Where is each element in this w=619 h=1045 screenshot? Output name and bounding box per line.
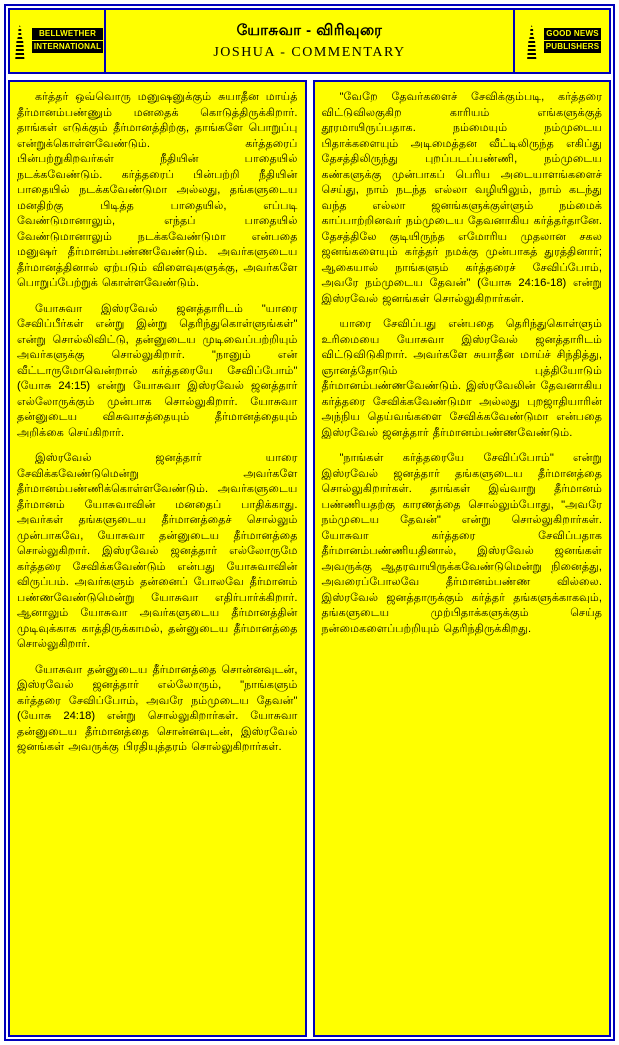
right-logo-line1: GOOD NEWS <box>544 28 602 40</box>
title-english: JOSHUA - COMMENTARY <box>213 44 406 60</box>
body-columns <box>8 80 611 1037</box>
publisher-logo-left <box>10 10 106 72</box>
paragraph: இஸ்ரவேல் ஜனத்தார் யாரை சேவிக்கவேண்டுமென்று அவர்களே தீர்மானம்பண்ணிக்கொள்ளவேண்டும். அவர்களுடைய தீர்மானம் யோசுவாவின் மனதைப் பாதிக்காது. அவர்கள் தங்களுடைய தீர்மானத்தைச் சொல்லும் முன்பாகவே, யோசுவா தன்னுடைய தீர்மானத்தை சொல்லுகிறார். இஸ்ரவேல் ஜனத்தார் எல்லோருமே கர்த்தரை சேவிக்கவேண்டும் என்பது யோசுவாவின் விருப்பம். அவர்களும் தன்னைப் போலவே தீர்மானம் பண்ணவேண்டுமென்று யோசுவா எதிர்பார்க்கிறார். ஆனாலும் யோசுவா அவர்களுடைய தீர்மானத்தின் முடிவுக்காக காத்திருக்காமல், தன்னுடைய தீர்மானத்தை சொல்லுகிறார். <box>17 452 298 650</box>
tower-logo-icon <box>523 21 541 61</box>
right-logo-line2: PUBLISHERS <box>545 42 600 51</box>
tower-logo-icon <box>11 21 29 61</box>
paragraph: கர்த்தர் ஒவ்வொரு மனுஷனுக்கும் சுயாதீன மாய்த் தீர்மானம்பண்ணும் மனதைக் கொடுத்திருக்கிறார். தாங்கள் எடுக்கும் தீர்மானத்திற்கு, தாங்களே பொறுப்பு என்றுக்கொள்ளவேண்டும். கர்த்தரைப் பின்பற்றுகிறவர்கள் நீதியின் பாதையில் நடக்கவேண்டும். கர்த்தரைப் பின்பற்றி நீதியின் பாதையில் நடக்கவேண்டுமா அல்லது, தங்களுடைய மனதிற்கு பிடித்த பாதையில், எப்படி வேண்டுமானாலும், எந்தப் பாதையில் வேண்டுமானாலும் நடக்கவேண்டுமா என்பதை மனுஷர் தீர்மானம்பண்ணவேண்டும். அவர்களுடைய தீர்மானத்தினால் ஏற்படும் விளைவுகளுக்கு, அவர்களே பொறுப்பேற்றுக் கொள்ளவேண்டும். <box>17 91 298 289</box>
header-title-group <box>106 10 513 72</box>
paragraph: யோசுவா தன்னுடைய தீர்மானத்தை சொன்னவுடன், இஸ்ரவேல் ஜனத்தார் எல்லோரும், "நாங்களும் கர்த்தரை சேவிப்போம், அவரே நம்முடைய தேவன்" (யோசு 24:18) என்று சொல்லுகிறார்கள். யோசுவா தன்னுடைய தீர்மானத்தை சொன்னவுடன், இஸ்ரவேல் ஜனங்கள் அவருக்கு பிரதியுத்தரம் சொல்லுகிறார்கள். <box>17 663 298 753</box>
paragraph: யோசுவா இஸ்ரவேல் ஜனத்தாரிடம் "யாரை சேவிப்பீர்கள் என்று இன்று தெரிந்துகொள்ளுங்கள்" என்று சொல்லிவிட்டு, தன்னுடைய முடிவைப்பற்றியும் அவர்களுக்கு சொல்லுகிறார். "நானும் என் வீட்டாருமோவென்றால் கர்த்தரையே சேவிப்போம்" (யோசு 24:15) என்று யோசுவா இஸ்ரவேல் ஜனத்தார் எல்லோருக்கும் முன்பாக சொல்லுகிறார். யோசுவா தன்னுடைய விசுவாசத்தையும் தீர்மானத்தையும் அறிக்கை செய்கிறார். <box>17 302 298 439</box>
paragraph: யாரை சேவிப்பது என்பதை தெரிந்துகொள்ளும் உரிமையை யோசுவா இஸ்ரவேல் ஜனத்தாரிடம் விட்டுவிடுகிறார். அவர்களே சுயாதீன மாய்ச் சிந்தித்து, ஞானத்தோடும் புத்தியோடும் தீர்மானம்பண்ணவேண்டும். இஸ்ரவேலின் தேவனாகிய கர்த்தரை சேவிக்கவேண்டுமா அல்லது புறஜாதியாரின் அந்நிய தெய்வங்களை சேவிக்கவேண்டுமா என்பதை இஸ்ரவேல் ஜனத்தார் தீர்மானம்பண்ணவேண்டும். <box>321 318 602 439</box>
left-logo-line2: INTERNATIONAL <box>33 42 102 51</box>
left-logo-line1: BELLWETHER <box>32 28 103 40</box>
paragraph: "நாங்கள் கர்த்தரையே சேவிப்போம்" என்று இஸ்ரவேல் ஜனத்தார் தங்களுடைய தீர்மானத்தை சொல்லுகிறார்கள். தாங்கள் இவ்வாறு தீர்மானம் பண்ணியதற்கு காரணத்தை சொல்லும்போது, "அவரே நம்முடைய தேவன்" என்று சொல்லுகிறார்கள். யோசுவா கர்த்தரை சேவிப்பதாக தீர்மானம்பண்ணியதினால், இஸ்ரவேல் ஜனங்கள் அவருக்கு ஆதரவாயிருக்கவேண்டுமென்று நினைத்து, அவரைப்போலவே தீர்மானம்பண்ண வில்லை. இஸ்ரவேல் ஜனத்தாருக்கும் கர்த்தர் தங்களுக்காகவும், தங்களுடைய முற்பிதாக்களுக்கும் செய்த நன்மைகளைப்பற்றியும் தெரிந்திருக்கிறது. <box>321 452 602 635</box>
document-header <box>8 8 611 74</box>
paragraph: "வேறே தேவர்களைச் சேவிக்கும்படி, கர்த்தரை விட்டுவிலகுகிற காரியம் எங்களுக்குத் தூரமாயிருப்பதாக. நம்மையும் நம்முடைய பிதாக்களையும் அடிமைத்தன வீட்டிலிருந்த எகிப்து தேசத்திலிருந்து புறப்படப்பண்ணி, நம்முடைய கண்களுக்கு முன்பாகப் பெரிய அடையாளங்களைச் செய்து, நாம் நடந்த எல்லா வழியிலும், நாம் கடந்து வந்த எல்லா ஜனங்களுக்குள்ளும் நம்மைக் காப்பாற்றினவர் நம்முடைய தேவனாகிய கர்த்தர்தானே. தேசத்திலே குடியிருந்த எமோரிய முதலான சகல ஜனங்களையும் கர்த்தர் நமக்கு முன்பாகத் துரத்தினார்; ஆகையால் நாங்களும் கர்த்தரைச் சேவிப்போம், அவரே நம்முடைய தேவன்" (யோசு 24:16-18) என்று இஸ்ரவேல் ஜனங்கள் சொல்லுகிறார்கள். <box>321 91 602 305</box>
title-tamil: யோசுவா - விரிவுரை <box>236 21 383 39</box>
left-text-column <box>8 80 307 1037</box>
right-text-column <box>313 80 612 1037</box>
publisher-logo-right <box>513 10 609 72</box>
